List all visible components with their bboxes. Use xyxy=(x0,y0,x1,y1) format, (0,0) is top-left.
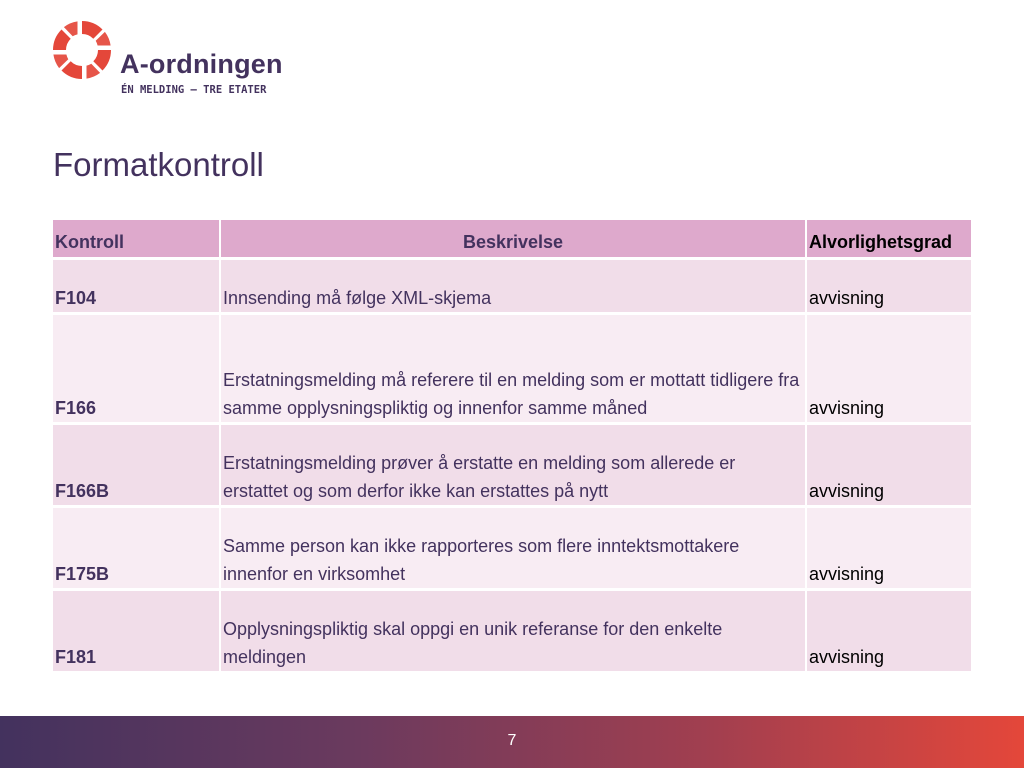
row-severity: avvisning xyxy=(809,647,885,667)
header-beskrivelse: Beskrivelse xyxy=(221,220,807,257)
a-ordningen-logo xyxy=(50,18,290,98)
page-title: Formatkontroll xyxy=(53,146,264,183)
header-kontroll: Kontroll xyxy=(53,220,221,257)
row-severity: avvisning xyxy=(809,398,885,418)
logo-name: A-ordningen xyxy=(120,49,283,79)
row-description: Samme person kan ikke rapporteres som flere inntektsmottakere innenfor en virksomhet xyxy=(221,508,807,588)
row-code: F166B xyxy=(53,425,221,505)
table-row xyxy=(53,260,971,315)
table-row xyxy=(53,591,971,671)
logo-tagline: ÉN MELDING – TRE ETATER xyxy=(121,84,267,96)
table-row xyxy=(53,508,971,591)
row-description: Erstatningsmelding må referere til en melding som er mottatt tidligere fra samme opplysningspliktig og innenfor samme måned xyxy=(221,315,807,422)
row-description: Innsending må følge XML-skjema xyxy=(221,260,807,312)
header-alvorlighetsgrad: Alvorlighetsgrad xyxy=(809,232,953,252)
row-description: Opplysningspliktig skal oppgi en unik referanse for den enkelte meldingen xyxy=(221,591,807,671)
table-header-row xyxy=(53,220,971,260)
row-code: F181 xyxy=(53,591,221,671)
page-number: 7 xyxy=(507,732,517,749)
row-severity: avvisning xyxy=(809,481,885,501)
row-code: F104 xyxy=(53,260,221,312)
row-description: Erstatningsmelding prøver å erstatte en melding som allerede er erstattet og som derfor ikke kan erstattes på nytt xyxy=(221,425,807,505)
row-code: F175B xyxy=(53,508,221,588)
table-row xyxy=(53,425,971,508)
row-code: F166 xyxy=(53,315,221,422)
row-severity: avvisning xyxy=(809,288,885,308)
a-ordningen-logo-icon xyxy=(50,18,114,82)
row-severity: avvisning xyxy=(809,564,885,584)
table-row xyxy=(53,315,971,425)
footer-bar xyxy=(0,716,1024,768)
format-control-table xyxy=(53,220,971,671)
